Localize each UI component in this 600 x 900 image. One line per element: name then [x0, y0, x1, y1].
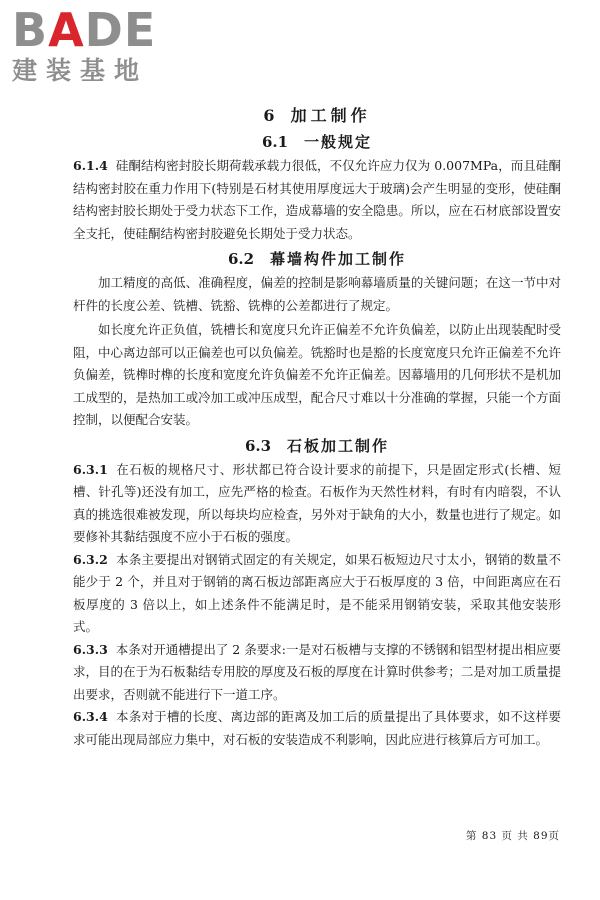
clause-paragraph — [73, 549, 561, 639]
section-heading — [73, 246, 561, 272]
section-title: 幕墙构件加工制作 — [270, 250, 407, 268]
clause-number: 6.1.4 — [73, 158, 108, 173]
section-number: 6.1 — [261, 133, 289, 151]
clause-number: 6.3.4 — [73, 709, 108, 724]
clause-number: 6.3.2 — [73, 551, 108, 567]
section-number: 6.3 — [244, 436, 272, 455]
paragraph-text: 本条主要提出对钢销式固定的有关规定，如果石板短边尺寸太小，钢销的数量不能少于 2 个，并且对于钢销的离石板边部距离应大于石板厚度的 3 倍，中间距离应在石板厚度的 3 倍以上，如上述条件不能满足时，是不能采用钢销安装，采取其他安装形式。 — [73, 551, 561, 634]
clause-paragraph — [73, 155, 561, 245]
section-title: 石板加工制作 — [287, 436, 390, 455]
logo-accent-letter: A — [48, 3, 85, 57]
paragraph-text: 在石板的规格尺寸、形状都已符合设计要求的前提下，只是固定形式(长槽、短槽、针孔等)还没有加工，应先严格的检查。石板作为天然性材料，有时有内暗裂，不认真的挑选很难被发现，所以每块均应检查，另外对于缺角的大小，数量也进行了规定。如要修补其黏结强度不应小于石板的强度。 — [73, 461, 561, 544]
clause-paragraph — [73, 639, 561, 707]
chapter-title: 加工制作 — [290, 106, 371, 125]
body-paragraph — [73, 272, 561, 317]
bade-logo — [12, 3, 192, 86]
clause-number: 6.3.1 — [73, 461, 108, 477]
paragraph-text: 本条对开通槽提出了 2 条要求:一是对石板槽与支撑的不锈钢和铝型材提出相应要求，目的在于为石板黏结专用胶的厚度及石板的厚度在计算时供参考；二是对加工质量提出要求，否则就不能进行下一道工序。 — [73, 641, 561, 702]
chapter-heading — [73, 103, 561, 129]
logo-subtitle: 建装基地 — [12, 56, 149, 85]
paragraph-text: 本条对于槽的长度、离边部的距离及加工后的质量提出了具体要求，如不这样要求可能出现局部应力集中，对石板的安装造成不利影响，因此应进行核算后方可加工。 — [73, 709, 561, 747]
clause-paragraph — [73, 706, 561, 751]
chapter-number: 6 — [263, 106, 275, 125]
clause-paragraph — [73, 459, 561, 549]
section-title: 一般规定 — [304, 133, 373, 151]
page-footer: 第 83 页 共 89页 — [465, 830, 560, 842]
paragraph-text: 如长度允许正负值，铣槽长和宽度只允许正偏差不允许负偏差，以防止出现装配时受阻，中心离边部可以正偏差也可以负偏差。铣豁时也是豁的长度宽度只允许正偏差不允许负偏差，铣榫时榫的长度和宽度允许负偏差不允许正偏差。因幕墙用的几何形状不是机加工成型的，是热加工或冷加工或冲压成型，配合尺寸难以十分准确的掌握，只能一个方面控制，以便配合安装。 — [73, 322, 561, 427]
clause-number: 6.3.3 — [73, 641, 108, 657]
section-heading — [73, 433, 561, 459]
document-body — [73, 103, 561, 751]
section-heading — [73, 129, 561, 155]
paragraph-text: 加工精度的高低、准确程度，偏差的控制是影响幕墙质量的关键问题；在这一节中对杆件的长度公差、铣槽、铣豁、铣榫的公差都进行了规定。 — [73, 275, 561, 313]
section-number: 6.2 — [227, 250, 255, 268]
body-paragraph — [73, 319, 561, 432]
logo-wordmark: B A DE — [12, 3, 157, 57]
paragraph-text: 硅酮结构密封胶长期荷载承载力很低，不仅允许应力仅为 0.007MPa，而且硅酮结构密封胶在重力作用下(特别是石材其使用厚度远大于玻璃)会产生明显的变形，使硅酮结构密封胶长期处于受力状态下工作，造成幕墙的安全隐患。所以，应在石材底部设置安全支托，使硅酮结构密封胶避免长期处于受力状态。 — [73, 158, 561, 241]
